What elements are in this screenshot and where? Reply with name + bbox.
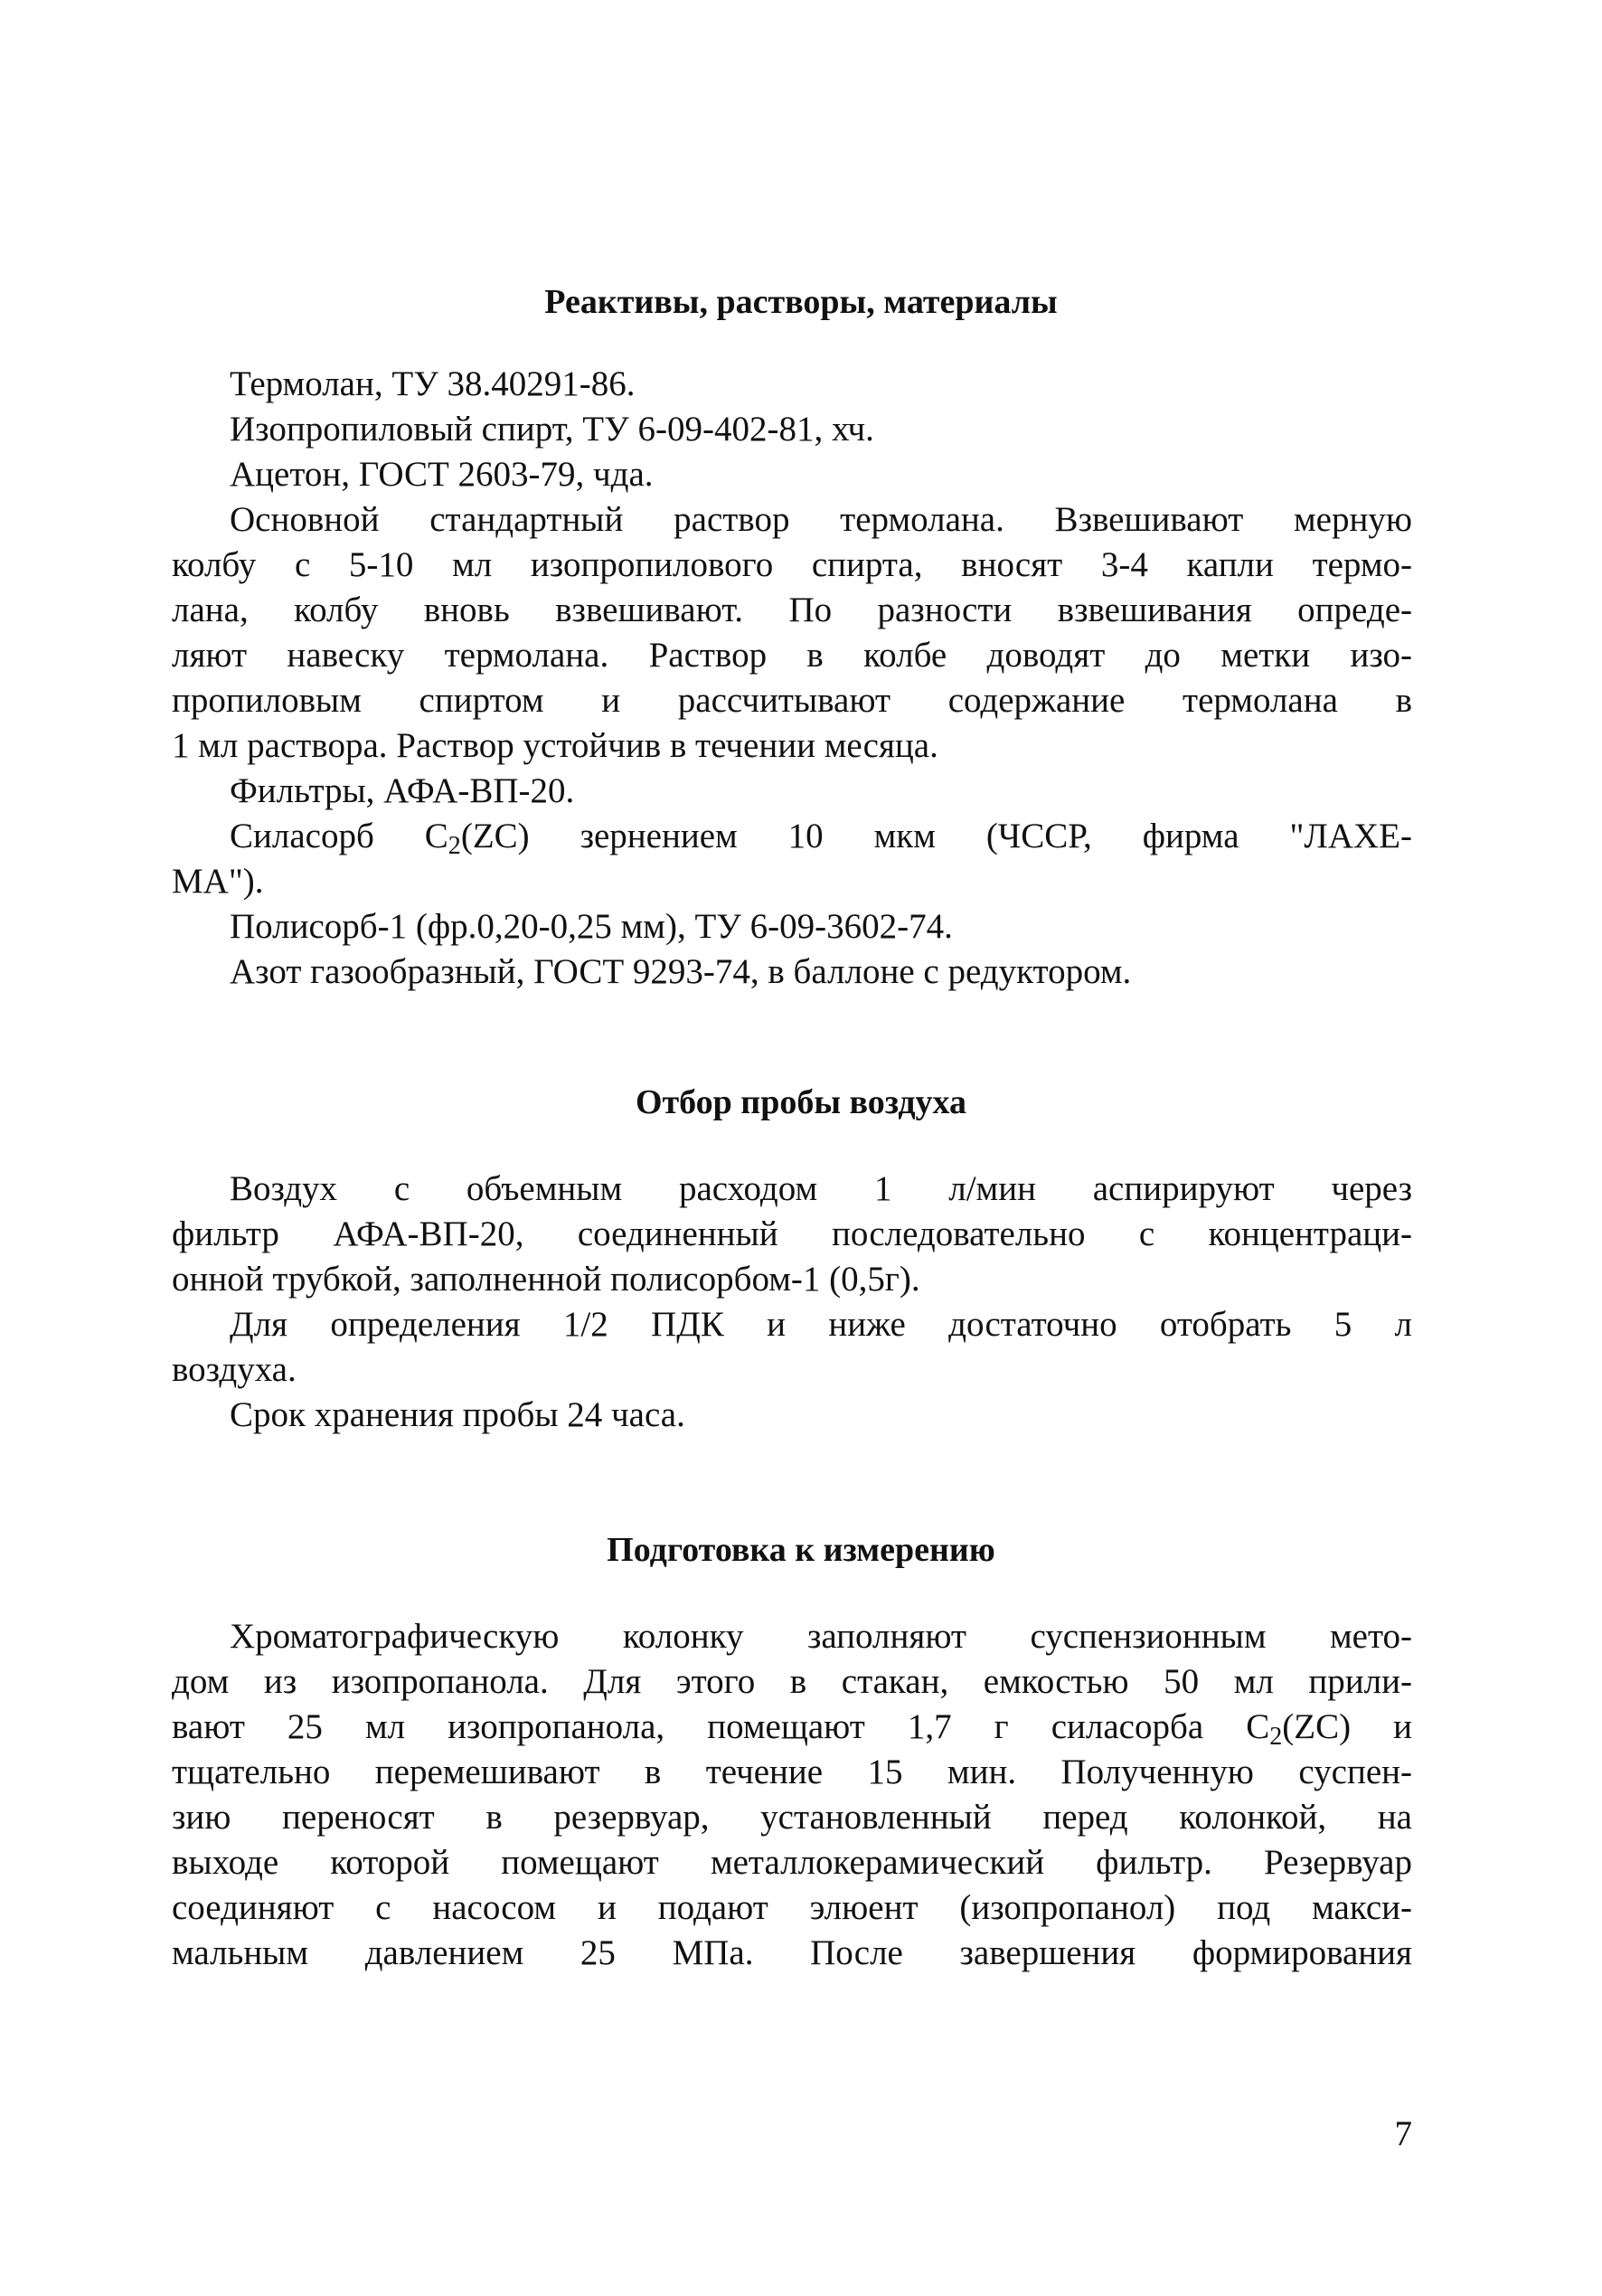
prep-text-rest: (ZC) и (1282, 1707, 1412, 1746)
item-filters: Фильтры, АФА-ВП-20. (230, 771, 575, 810)
text-line: Для определения 1/2 ПДК и ниже достаточно отобрать 5 л (230, 1305, 1412, 1344)
subscript: 2 (1269, 1723, 1283, 1752)
prep-text: вают 25 мл изопропанола, помещают 1,7 г силасорба С (172, 1707, 1270, 1746)
item-silasorb (172, 814, 1412, 904)
text-line: пропиловым спиртом и рассчитывают содержание термолана в (172, 681, 1412, 720)
item-nitrogen: Азот газообразный, ГОСТ 9293-74, в баллоне с редуктором. (230, 952, 1132, 991)
reagents-list (172, 362, 1412, 995)
paragraph-stock-solution (172, 497, 1412, 769)
item-isopropanol: Изопропиловый спирт, ТУ 6-09-402-81, хч. (230, 410, 874, 449)
text-line: воздуха. (172, 1350, 297, 1389)
text-line: лана, колбу вновь взвешивают. По разности взвешивания опреде- (172, 591, 1412, 629)
page-number: 7 (1394, 2114, 1412, 2153)
text-line: МА"). (172, 862, 264, 901)
text-line: дом из изопропанола. Для этого в стакан, емкостью 50 мл прили- (172, 1662, 1412, 1701)
silasorb-text-rest: (ZC) зернением 10 мкм (ЧССР, фирма "ЛАХЕ- (460, 817, 1412, 855)
subscript: 2 (448, 832, 461, 861)
text-line: мальным давлением 25 МПа. После завершения формирования (172, 1933, 1412, 1972)
text-line: онной трубкой, заполненной полисорбом-1 (0,5г). (172, 1260, 920, 1299)
text-line: Основной стандартный раствор термолана. Взвешивают мерную (230, 500, 1412, 539)
item-polysorb: Полисорб-1 (фр.0,20-0,25 мм), ТУ 6-09-3602-74. (230, 907, 953, 946)
silasorb-text: Силасорб С (230, 817, 448, 855)
heading-air-sampling: Отбор пробы воздуха (635, 1083, 967, 1121)
text-line: Хроматографическую колонку заполняют суспензионным мето- (230, 1617, 1412, 1656)
paragraph-storage: Срок хранения пробы 24 часа. (230, 1395, 685, 1434)
paragraph-column-packing (172, 1614, 1412, 1976)
text-line (172, 1705, 1412, 1750)
text-line (172, 814, 1412, 859)
text-line: соединяют с насосом и подают элюент (изопропанол) под макси- (172, 1888, 1412, 1927)
text-line: 1 мл раствора. Раствор устойчив в течении месяца. (172, 726, 938, 765)
paragraph-sampling (172, 1167, 1412, 1302)
text-line: фильтр АФА-ВП-20, соединенный последовательно с концентраци- (172, 1214, 1412, 1253)
item-acetone: Ацетон, ГОСТ 2603-79, чда. (230, 455, 654, 494)
preparation-text (172, 1614, 1412, 1976)
heading-reagents: Реактивы, растворы, материалы (544, 283, 1058, 321)
text-line: ляют навеску термолана. Раствор в колбе доводят до метки изо- (172, 636, 1412, 675)
item-termolan: Термолан, ТУ 38.40291-86. (230, 364, 636, 403)
heading-preparation: Подготовка к измерению (607, 1531, 995, 1569)
paragraph-volume (172, 1302, 1412, 1393)
text-line: выходе которой помещают металлокерамический фильтр. Резервуар (172, 1843, 1412, 1882)
text-line: тщательно перемешивают в течение 15 мин. Полученную суспен- (172, 1753, 1412, 1791)
text-line: колбу с 5-10 мл изопропилового спирта, вносят 3-4 капли термо- (172, 545, 1412, 584)
air-sampling-text (172, 1167, 1412, 1438)
text-line: зию переносят в резервуар, установленный перед колонкой, на (172, 1798, 1412, 1837)
text-line: Воздух с объемным расходом 1 л/мин аспирируют через (230, 1169, 1412, 1208)
